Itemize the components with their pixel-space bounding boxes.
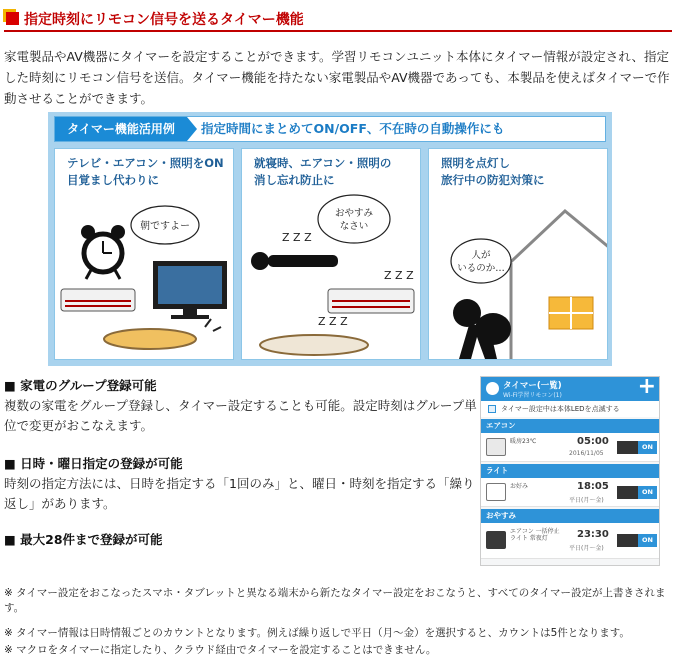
timer-toggle[interactable]: ON (617, 441, 657, 454)
intro-paragraph: 家電製品やAV機器にタイマーを設定することができます。学習リモコンユニット本体にタイマー情報が設定され、指定した時刻にリモコン信号を送信。タイマー機能を持たない家電製品やAV機器であっても、本製品を使えばタイマーで作動させることができます。 (4, 49, 670, 106)
feature-date-weekday (4, 454, 484, 514)
card-title: 照明を点灯し 旅行中の防犯対策に (441, 156, 545, 187)
sleep-illustration (242, 149, 421, 360)
footnote: ※ タイマー設定をおこなったスマホ・タブレットと異なる端末から新たなタイマー設定をおこなうと、すべてのタイマー設定が上書きされます。 (4, 587, 666, 614)
timer-toggle[interactable]: ON (617, 534, 657, 547)
zzz-text: Z Z Z (282, 231, 312, 244)
svg-text:おやすみ: おやすみ (334, 208, 374, 219)
timer-date: 平日(月〜金) (569, 545, 604, 552)
section-header (4, 6, 672, 32)
timer-date: 平日(月〜金) (569, 497, 604, 504)
timer-toggle[interactable]: ON (617, 486, 657, 499)
timer-name: お好み (510, 483, 529, 490)
air-conditioner-icon (328, 289, 414, 313)
svg-text:なさい: なさい (339, 221, 369, 232)
burglar-icon (453, 299, 511, 359)
add-timer-button[interactable]: + (637, 376, 656, 399)
app-subtitle: Wi-Fi学習リモコン(1) (503, 392, 562, 399)
sleeping-person-icon (251, 252, 338, 270)
group-header: ライト (481, 464, 660, 478)
tv-icon (153, 261, 227, 319)
speech-bubble (318, 195, 390, 243)
zzz-text: Z Z Z (318, 315, 348, 328)
security-illustration (429, 149, 608, 360)
feature-heading: ■ 家電のグループ登録可能 (4, 378, 157, 393)
alarm-clock-icon (81, 225, 125, 279)
feature-max-entries (4, 530, 484, 550)
timer-name: 暖房23℃ (510, 438, 537, 445)
timer-usage-panel (48, 112, 612, 366)
svg-text:朝ですよー: 朝ですよー (140, 221, 190, 232)
timer-time: 18:05 (577, 481, 609, 492)
feature-heading: ■ 日時・曜日指定の登録が可能 (4, 456, 183, 471)
timer-row[interactable] (481, 478, 660, 507)
feature-body: 複数の家電をグループ登録し、タイマー設定することも可能。設定時刻はグループ単位で変更がおこなえます。 (4, 398, 477, 433)
card-title: 就寝時、エアコン・照明の 消し忘れ防止に (254, 156, 392, 187)
panel-tag: タイマー機能活用例 (55, 117, 187, 141)
group-header: エアコン (481, 419, 660, 433)
wakeup-illustration (55, 149, 234, 360)
square-bullet-icon (6, 12, 19, 25)
ceiling-light-icon (104, 319, 221, 349)
timer-time: 23:30 (577, 529, 609, 540)
feature-heading: ■ 最大28件まで登録が可能 (4, 532, 163, 547)
section-title: 指定時刻にリモコン信号を送るタイマー機能 (24, 12, 304, 28)
footnote: ※ タイマー情報は日時情報ごとのカウントとなります。例えば繰り返しで平日（月〜金）を選択すると、カウントは5件となります。 (4, 627, 630, 639)
feature-group-registration (4, 376, 484, 436)
usage-card-sleep (241, 148, 421, 360)
feature-body: 時刻の指定方法には、日時を指定する「1回のみ」と、曜日・時刻を指定する「繰り返し」があります。 (4, 476, 475, 511)
timer-name: エアコン 一括停止 ライト 常夜灯 (510, 528, 560, 542)
timer-date: 2016/11/05 (569, 450, 604, 457)
speech-bubble (131, 206, 199, 244)
app-title: タイマー(一覧) (503, 381, 562, 391)
timer-row[interactable] (481, 433, 660, 462)
usage-card-security (428, 148, 608, 360)
checkbox[interactable] (488, 405, 496, 413)
ceiling-light-icon (260, 335, 368, 355)
usage-card-wakeup (54, 148, 234, 360)
air-conditioner-icon (61, 289, 135, 311)
app-screenshot (480, 376, 660, 566)
footnote: ※ マクロをタイマーに指定したり、クラウド経由でタイマーを設定することはできません。 (4, 644, 437, 656)
timer-row[interactable] (481, 523, 660, 559)
panel-subtitle: 指定時間にまとめてON/OFF、不在時の自動操作にも (201, 121, 505, 136)
speech-bubble (451, 239, 511, 283)
led-blink-option[interactable]: タイマー設定中は本体LEDを点滅する (481, 401, 660, 417)
svg-text:人が: 人が (471, 250, 491, 261)
air-conditioner-icon (486, 438, 506, 456)
svg-text:いるのか…: いるのか… (457, 263, 505, 274)
app-logo-icon (486, 382, 499, 395)
panel-header-bar (54, 116, 606, 142)
lamp-icon (486, 483, 506, 501)
zzz-text: Z Z Z (384, 269, 414, 282)
group-header: おやすみ (481, 509, 660, 523)
moon-icon (486, 531, 506, 549)
house-icon (499, 211, 608, 360)
app-header (481, 377, 660, 401)
timer-time: 05:00 (577, 436, 609, 447)
card-title: テレビ・エアコン・照明をON 目覚まし代わりに (67, 156, 224, 187)
